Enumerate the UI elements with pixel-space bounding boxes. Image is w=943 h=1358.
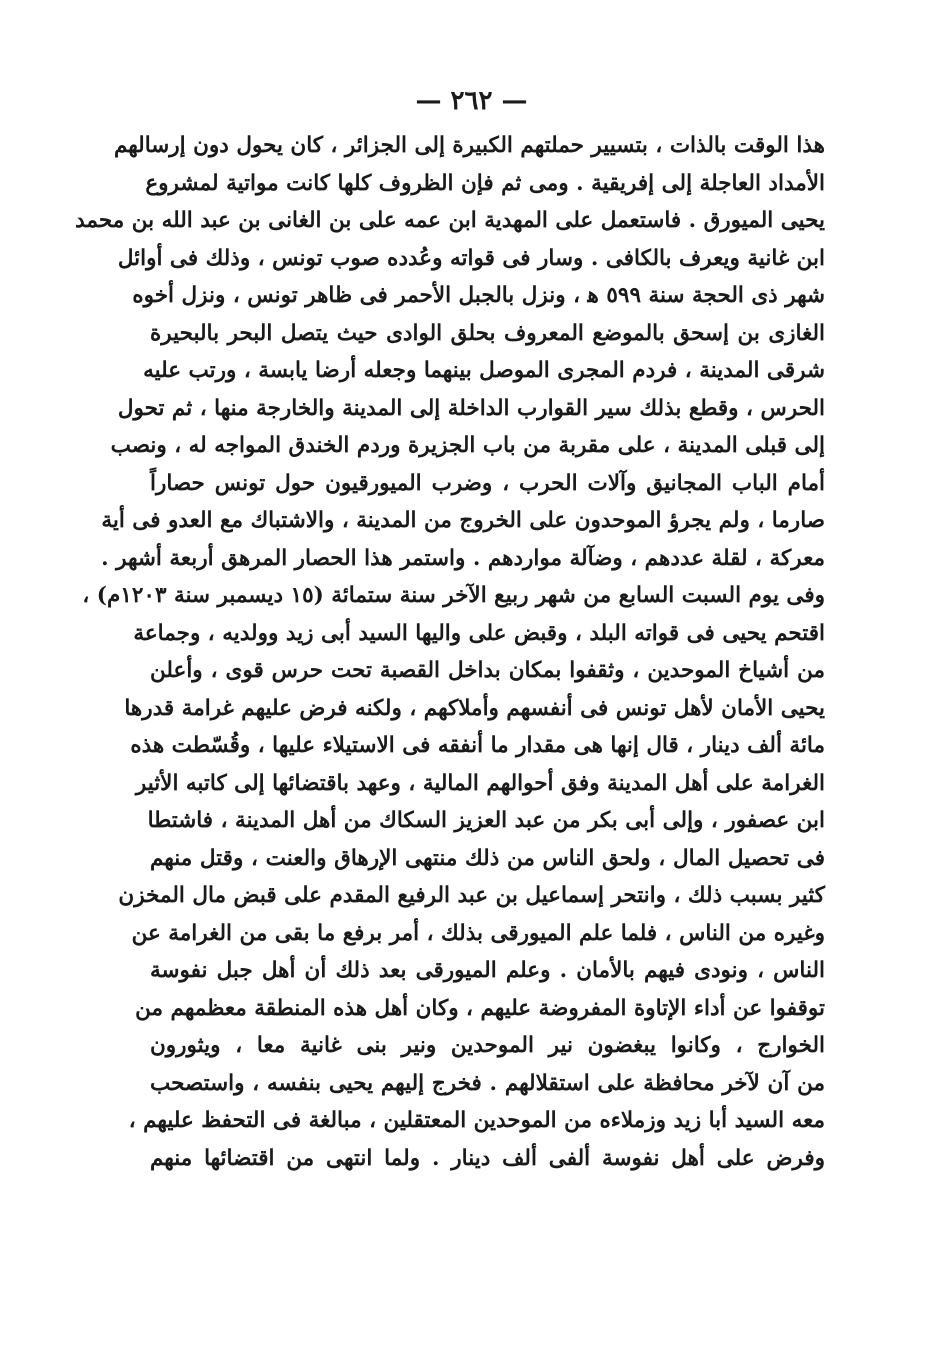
text-line: فى تحصيل المال ، ولحق الناس من ذلك منتهى الإرهاق والعنت ، وقتل منهم — [150, 845, 825, 871]
text-line: من أشياخ الموحدين ، وثقفوا بمكان بداخل القصبة تحت حرس قوى ، وأعلن — [150, 658, 825, 683]
text-line: ابن غانية ويعرف بالكافى . وسار فى قواته وعُدده صوب تونس ، وذلك فى أوائل — [117, 245, 825, 271]
text-line: الغازى بن إسحق بالموضع المعروف بحلق الوادى حيث يتصل البحر بالبحيرة — [150, 320, 825, 346]
text-line: الناس ، ونودى فيهم بالأمان . وعلم الميورقى بعد ذلك أن أهل جبل نفوسة — [150, 958, 825, 983]
page-number: — ٢٦٢ — — [415, 86, 528, 116]
text-line: مائة ألف دينار ، قال إنها هى مقدار ما أنفقه فى الاستيلاء عليها ، وقُسّطت هذه — [130, 733, 825, 758]
text-line: شهر ذى الحجة سنة ٥٩٩ ﻫ ، ونزل بالجبل الأحمر فى ظاهر تونس ، ونزل أخوه — [132, 283, 825, 308]
text-line: شرقى المدينة ، فردم المجرى الموصل بينهما وجعله أرضا يابسة ، ورتب عليه — [143, 358, 825, 383]
text-line: توقفوا عن أداء الإتاوة المفروضة عليهم ، وكان أهل هذه المنطقة معظمهم من — [135, 995, 825, 1021]
text-line: اقتحم يحيى فى قواته البلد ، وقبض على واليها السيد أبى زيد وولديه ، وجماعة — [133, 620, 825, 646]
text-line: الأمداد العاجلة إلى إفريقية . ومى ثم فإن الظروف كلها كانت مواتية لمشروع — [145, 170, 825, 196]
text-line: يحيى الميورق . فاستعمل على المهدية ابن عمه على بن الغانى بن عبد الله بن محمد — [75, 208, 825, 233]
text-line: معه السيد أبا زيد وزملاءه من الموحدين المعتقلين ، مبالغة فى التحفظ عليهم ، — [128, 1108, 825, 1133]
text-line: كثير بسبب ذلك ، وانتحر إسماعيل بن عبد الرفيع المقدم على قبض مال المخزن — [118, 883, 825, 908]
text-line: وغيره من الناس ، فلما علم الميورقى بذلك ، أمر برفع ما بقى من الغرامة عن — [131, 920, 825, 946]
text-line: وفرض على أهل نفوسة ألفى ألف دينار . ولما انتهى من اقتضائها منهم — [150, 1145, 825, 1171]
text-line: من آن لآخر محافظة على استقلالهم . فخرج إليهم يحيى بنفسه ، واستصحب — [150, 1070, 825, 1096]
text-line: إلى قبلى المدينة ، على مقربة من باب الجزيرة وردم الخندق المواجه له ، ونصب — [110, 433, 825, 458]
text-line: صارما ، ولم يجرؤ الموحدون على الخروج من المدينة ، والاشتباك مع العدو فى أية — [101, 508, 825, 533]
text-line: وفى يوم السبت السابع من شهر ربيع الآخر سنة ستمائة (١٥ ديسمبر سنة ١٢٠٣م) ، — [82, 583, 825, 608]
text-line: الغرامة على أهل المدينة وفق أحوالهم المالية ، وعهد باقتضائها إلى كاتبه الأثير — [135, 770, 825, 796]
text-line: معركة ، لقلة عددهم ، وضآلة مواردهم . واستمر هذا الحصار المرهق أربعة أشهر . — [101, 545, 825, 571]
text-line: الحرس ، وقطع بذلك سير القوارب الداخلة إلى المدينة والخارجة منها ، ثم تحول — [117, 395, 825, 421]
body-text — [75, 127, 825, 1177]
text-line: الخوارج ، وكانوا يبغضون نير الموحدين ونير بنى غانية معا ، ويثورون — [150, 1033, 825, 1058]
text-line: ابن عصفور ، وإلى أبى بكر من عبد العزيز السكاك من أهل المدينة ، فاشتطا — [147, 808, 825, 833]
text-line: يحيى الأمان لأهل تونس فى أنفسهم وأملاكهم ، ولكنه فرض عليهم غرامة قدرها — [124, 695, 825, 721]
text-line: هذا الوقت بالذات ، بتسيير حملتهم الكبيرة إلى الجزائر ، كان يحول دون إرسالهم — [113, 133, 825, 158]
text-line: أمام الباب المجانيق وآلات الحرب ، وضرب الميورقيون حول تونس حصاراً — [150, 470, 825, 496]
